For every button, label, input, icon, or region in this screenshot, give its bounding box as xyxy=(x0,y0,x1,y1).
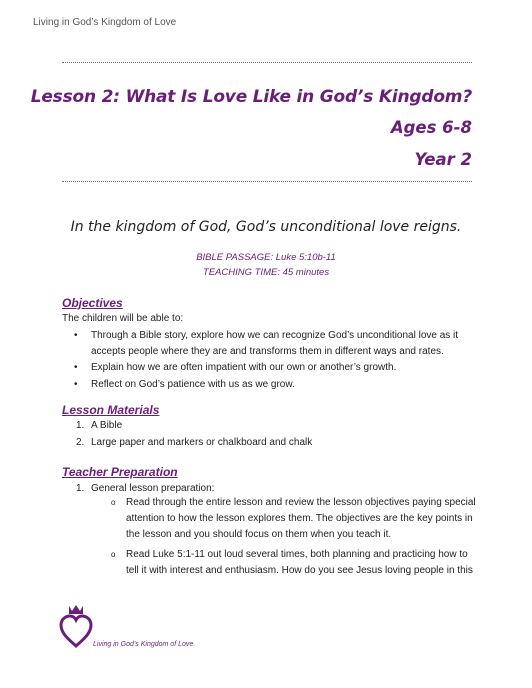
list-item: o Read through the entire lesson and review the lesson objectives paying special attention to how the lesson explores them. The objectives are the key points in the lesson and you should focus on them when you teach it. xyxy=(111,497,476,540)
list-item: • Explain how we are often impatient with our own or another’s growth. xyxy=(62,360,482,376)
tagline: In the kingdom of God, God’s unconditional love reigns. xyxy=(70,219,462,235)
bullet-icon: • xyxy=(74,330,78,341)
bible-passage: BIBLE PASSAGE: Luke 5:10b-11 xyxy=(196,252,336,263)
teaching-time: TEACHING TIME: 45 minutes xyxy=(202,267,330,278)
objectives-list xyxy=(62,328,482,393)
preparation-sub-list xyxy=(112,495,482,583)
lesson-title: Lesson 2: What Is Love Like in God’s Kingdom? xyxy=(30,87,472,107)
objectives-intro: The children will be able to: xyxy=(62,313,184,324)
list-item: 1. General lesson preparation: xyxy=(76,483,215,494)
bullet-icon: • xyxy=(74,362,78,373)
preparation-heading: Teacher Preparation xyxy=(62,465,178,479)
list-item: 2. Large paper and markers or chalkboard and chalk xyxy=(76,436,313,448)
list-item: • Reflect on God’s patience with us as we grow. xyxy=(62,377,482,393)
circle-bullet-icon: o xyxy=(111,550,116,559)
objectives-heading: Objectives xyxy=(62,296,123,310)
materials-list xyxy=(62,418,482,451)
running-header: Living in God’s Kingdom of Love xyxy=(33,17,177,28)
list-item: 1. A Bible xyxy=(76,420,123,431)
ages-label: Ages 6-8 xyxy=(390,118,472,137)
list-item: o Read Luke 5:1-11 out loud several times, both planning and practicing how to tell it with interest and enthusiasm. How do you see Jesus loving people in this xyxy=(111,549,473,576)
divider-bottom xyxy=(62,181,472,182)
footer-text: Living in God’s Kingdom of Love xyxy=(93,641,194,648)
divider-top xyxy=(62,62,472,63)
bullet-icon: • xyxy=(74,378,78,390)
materials-heading: Lesson Materials xyxy=(62,403,160,417)
year-label: Year 2 xyxy=(414,150,472,169)
crown-heart-logo-icon xyxy=(58,603,94,649)
list-item: • Through a Bible story, explore how we can recognize God’s unconditional love as it accepts people where they are and transforms them in different ways and rates. xyxy=(74,330,459,357)
circle-bullet-icon: o xyxy=(111,498,116,507)
